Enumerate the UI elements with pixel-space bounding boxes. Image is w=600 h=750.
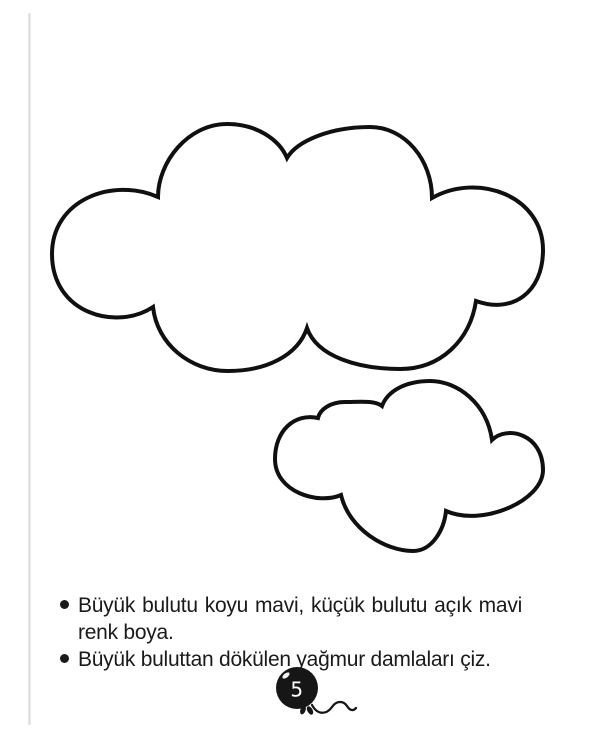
instruction-text: Büyük buluttan dökülen yağmur damlaları çiz. [78,648,491,671]
instruction-text: renk boya. [78,621,174,644]
bullet-icon [60,654,69,663]
instruction-item [78,592,522,646]
bullet-icon [60,600,69,609]
large-cloud-icon [52,124,543,371]
page-number: 5 [290,677,304,702]
instruction-item [78,646,522,673]
instructions-list [78,592,522,673]
instruction-text: Büyük bulutu koyu mavi, küçük bulutu açık mavi [78,594,522,617]
balloon-icon [276,667,356,716]
balloon-string [312,702,356,713]
small-cloud-icon [275,381,543,551]
